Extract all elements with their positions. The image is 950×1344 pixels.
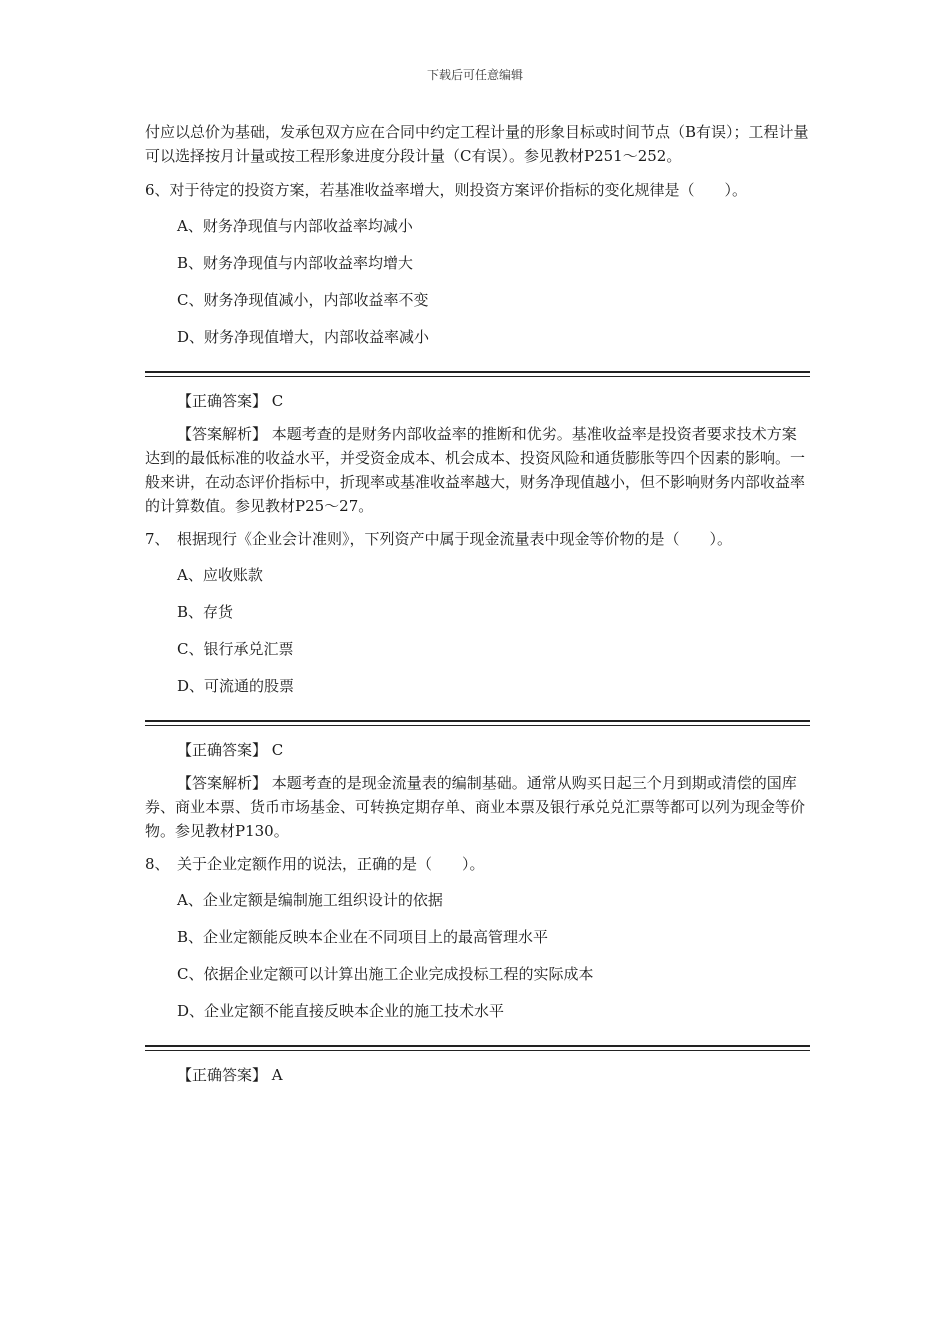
- q6-option-c: C、财务净现值减小，内部收益率不变: [177, 291, 429, 309]
- intro-paragraph: 付应以总价为基础，发承包双方应在合同中约定工程计量的形象目标或时间节点（B有误）；工程计量可以选择按月计量或按工程形象进度分段计量（C有误）。参见教材P251～252。: [145, 123, 809, 165]
- q7-option-a: A、应收账款: [177, 566, 263, 584]
- q7-option-d: D、可流通的股票: [177, 677, 295, 695]
- q6-option-b: B、财务净现值与内部收益率均增大: [177, 254, 414, 272]
- q7-analysis: 【答案解析】 本题考查的是现金流量表的编制基础。通常从购买日起三个月到期或清偿的国库券、商业本票、货币市场基金、可转换定期存单、商业本票及银行承兑兑汇票等都可以列为现金等价物。参见教材P130。: [145, 774, 806, 840]
- q8-option-c: C、依据企业定额可以计算出施工企业完成投标工程的实际成本: [177, 965, 594, 983]
- q8-option-d: D、企业定额不能直接反映本企业的施工技术水平: [177, 1002, 505, 1020]
- question-8: 8、 关于企业定额作用的说法，正确的是（ ）。: [145, 855, 485, 873]
- divider: [145, 371, 810, 377]
- q7-option-b: B、存货: [177, 603, 234, 621]
- q8-answer: 【正确答案】 A: [177, 1066, 283, 1084]
- q6-option-a: A、财务净现值与内部收益率均减小: [177, 217, 413, 235]
- page-header: 下载后可任意编辑: [426, 68, 523, 82]
- question-6: 6、对于待定的投资方案，若基准收益率增大，则投资方案评价指标的变化规律是（ ）。: [145, 181, 748, 199]
- q8-option-b: B、企业定额能反映本企业在不同项目上的最高管理水平: [177, 928, 549, 946]
- q6-option-d: D、财务净现值增大，内部收益率减小: [177, 328, 430, 346]
- divider: [145, 720, 810, 726]
- q8-option-a: A、企业定额是编制施工组织设计的依据: [177, 891, 443, 909]
- q6-analysis: 【答案解析】 本题考查的是财务内部收益率的推断和优劣。基准收益率是投资者要求技术方案达到的最低标准的收益水平，并受资金成本、机会成本、投资风险和通货膨胀等四个因素的影响。一般来讲，在动态评价指标中，折现率或基准收益率越大，财务净现值越小，但不影响财务内部收益率的计算数值。参见教材P25～27。: [145, 425, 806, 515]
- document-body: [145, 120, 810, 1087]
- q7-answer: 【正确答案】 C: [177, 741, 284, 759]
- q7-option-c: C、银行承兑汇票: [177, 640, 294, 658]
- q6-answer: 【正确答案】 C: [177, 392, 284, 410]
- question-7: 7、 根据现行《企业会计准则》，下列资产中属于现金流量表中现金等价物的是（ ）。: [145, 530, 733, 548]
- divider: [145, 1045, 810, 1051]
